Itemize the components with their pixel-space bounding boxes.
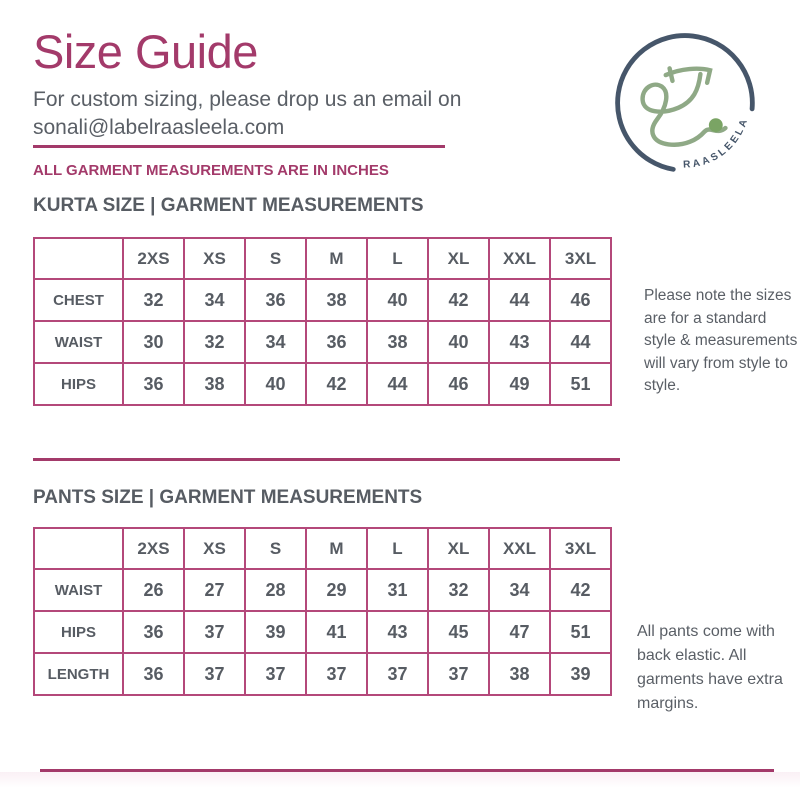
size-column-header: 2XS [123,238,184,279]
size-column-header: M [306,238,367,279]
table-row [34,279,611,321]
measurement-cell: 46 [428,363,489,405]
pants-side-note: All pants come with back elastic. All garments have extra margins. [637,623,783,712]
raasleela-logo [608,26,762,180]
row-label: WAIST [34,569,123,611]
measurement-cell: 40 [367,279,428,321]
custom-sizing-note [33,86,461,142]
section-divider [33,458,620,461]
size-column-header: XXL [489,238,550,279]
kurta-side-note: Please note the sizes are for a standard style & measurements will vary from style to style. [644,287,798,394]
measurement-cell: 34 [184,279,245,321]
size-column-header: XL [428,528,489,569]
measurement-cell: 37 [245,653,306,695]
size-column-header: XL [428,238,489,279]
size-column-header: L [367,528,428,569]
measurement-cell: 38 [184,363,245,405]
logo-monogram [643,68,726,144]
measurement-cell: 42 [550,569,611,611]
row-label: LENGTH [34,653,123,695]
measurement-cell: 38 [367,321,428,363]
size-column-header: L [367,238,428,279]
measurement-cell: 47 [489,611,550,653]
measurement-cell: 34 [489,569,550,611]
corner-cell [34,238,123,279]
pants-size-table [33,527,612,696]
size-column-header: XS [184,528,245,569]
measurement-cell: 32 [123,279,184,321]
measurement-cell: 39 [245,611,306,653]
corner-cell [34,528,123,569]
measurement-cell: 36 [306,321,367,363]
measurement-cell: 46 [550,279,611,321]
size-column-header: S [245,528,306,569]
table-row [34,653,611,695]
measurement-cell: 38 [306,279,367,321]
size-column-header: XXL [489,528,550,569]
table-row [34,611,611,653]
measurement-cell: 37 [184,611,245,653]
measurement-cell: 29 [306,569,367,611]
measurement-cell: 39 [550,653,611,695]
table-row [34,569,611,611]
measurement-cell: 36 [123,363,184,405]
kurta-section-heading: KURTA SIZE | GARMENT MEASUREMENTS [33,195,424,216]
measurement-cell: 36 [123,611,184,653]
pants-section-heading: PANTS SIZE | GARMENT MEASUREMENTS [33,487,423,508]
table-row [34,363,611,405]
logo-dot [709,118,723,132]
measurement-cell: 43 [489,321,550,363]
header-row [34,528,611,569]
measurement-cell: 37 [184,653,245,695]
measurement-cell: 41 [306,611,367,653]
measurement-cell: 26 [123,569,184,611]
measurement-cell: 38 [489,653,550,695]
row-label: HIPS [34,363,123,405]
measurement-cell: 43 [367,611,428,653]
measurement-cell: 36 [245,279,306,321]
size-column-header: 3XL [550,528,611,569]
measurement-cell: 44 [367,363,428,405]
measurement-cell: 44 [550,321,611,363]
measurement-cell: 49 [489,363,550,405]
measurement-cell: 32 [184,321,245,363]
measurement-cell: 45 [428,611,489,653]
size-column-header: S [245,238,306,279]
measurement-cell: 37 [367,653,428,695]
row-label: CHEST [34,279,123,321]
size-column-header: XS [184,238,245,279]
measurement-cell: 51 [550,363,611,405]
measurement-cell: 44 [489,279,550,321]
units-note: ALL GARMENT MEASUREMENTS ARE IN INCHES [33,162,389,179]
size-column-header: M [306,528,367,569]
custom-sizing-note-line1: For custom sizing, please drop us an email on [33,88,462,111]
row-label: HIPS [34,611,123,653]
measurement-cell: 34 [245,321,306,363]
size-column-header: 2XS [123,528,184,569]
measurement-cell: 37 [306,653,367,695]
page-title: Size Guide [33,25,258,78]
measurement-cell: 28 [245,569,306,611]
row-label: WAIST [34,321,123,363]
header-divider [33,145,445,148]
header-row [34,238,611,279]
contact-email: sonali@labelraasleela.com [33,116,285,139]
measurement-cell: 37 [428,653,489,695]
measurement-cell: 36 [123,653,184,695]
measurement-cell: 42 [428,279,489,321]
measurement-cell: 40 [245,363,306,405]
measurement-cell: 40 [428,321,489,363]
measurement-cell: 32 [428,569,489,611]
measurement-cell: 51 [550,611,611,653]
table-row [34,321,611,363]
footer-tint [0,772,800,788]
measurement-cell: 42 [306,363,367,405]
size-column-header: 3XL [550,238,611,279]
measurement-cell: 30 [123,321,184,363]
measurement-cell: 27 [184,569,245,611]
kurta-size-table [33,237,612,406]
brand-arc-text: RAASLEELA [682,115,751,171]
measurement-cell: 31 [367,569,428,611]
